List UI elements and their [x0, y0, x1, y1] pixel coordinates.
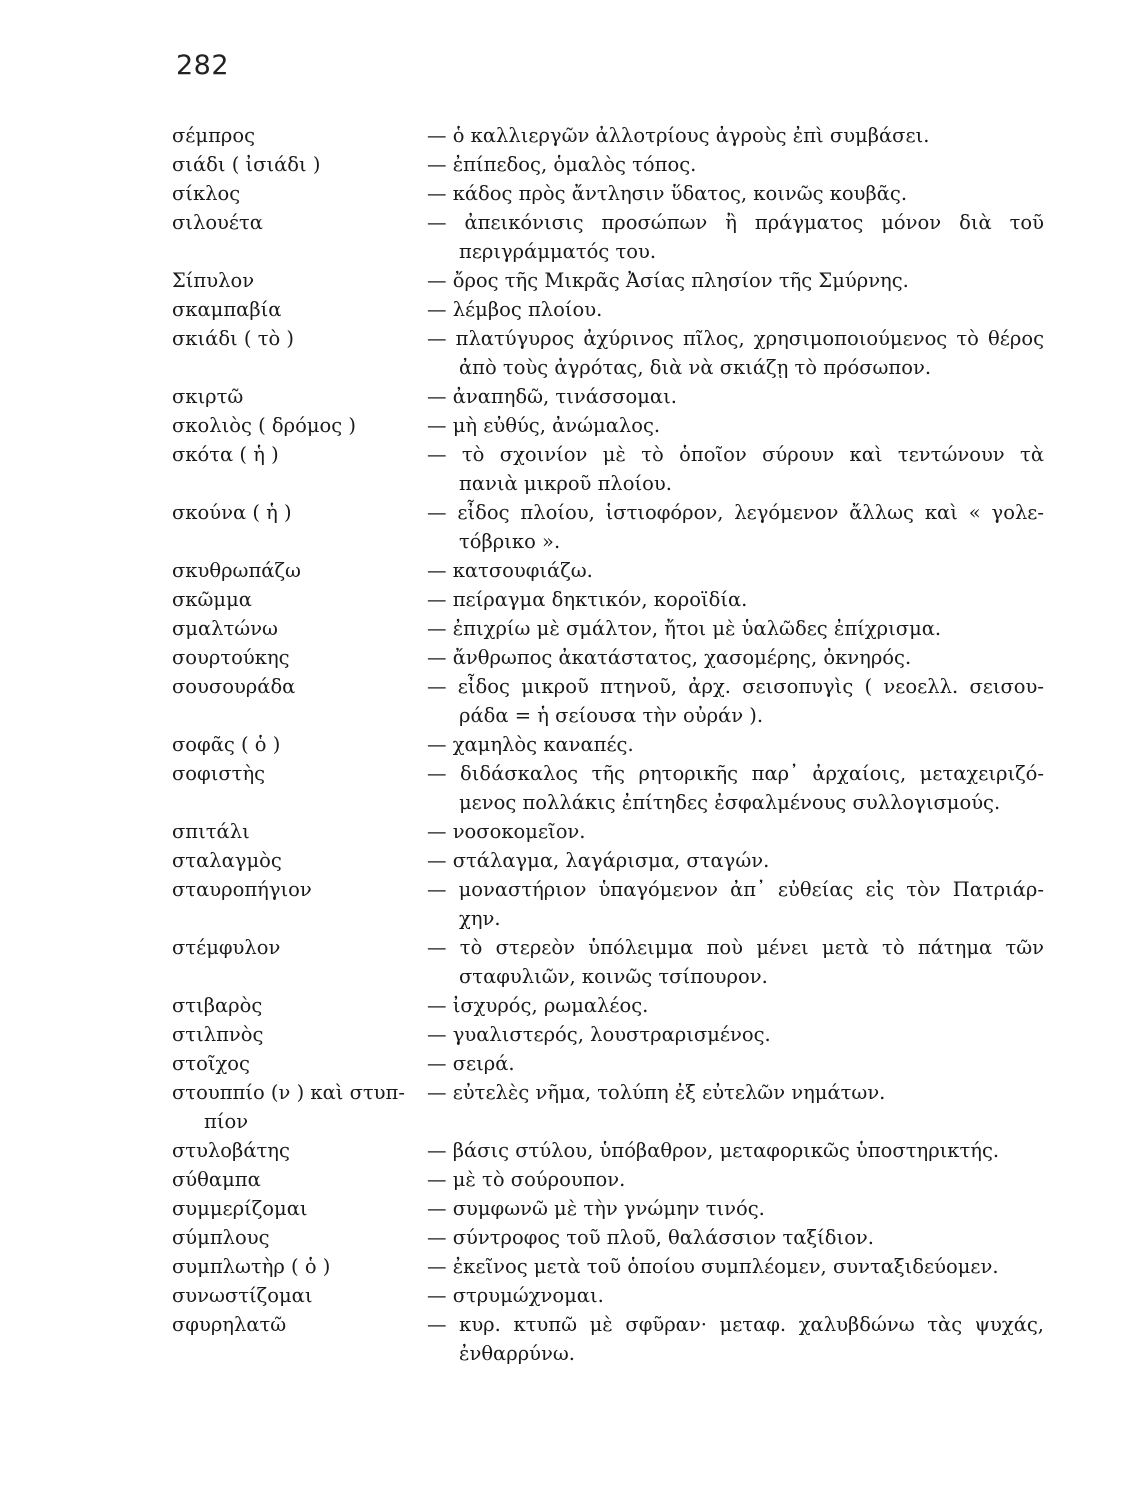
definition-text: — ὁ καλλιεργῶν ἀλλοτρίους ἀγροὺς ἐπὶ συμβάσει.: [427, 124, 930, 147]
entry-term: [172, 382, 427, 411]
entry-term: [172, 498, 427, 527]
entry-term: [172, 817, 427, 846]
entry-term: [172, 672, 427, 701]
definition-text: — σειρά.: [427, 1052, 515, 1075]
page-number: 282: [176, 50, 230, 81]
entry-definition: [427, 672, 1044, 730]
definition-continuation: πανιὰ μικροῦ πλοίου.: [459, 472, 672, 495]
entry-term: [172, 121, 427, 150]
entry-term: [172, 1252, 427, 1281]
definition-text: — ἐκεῖνος μετὰ τοῦ ὁποίου συμπλέομεν, συνταξιδεύομεν.: [427, 1255, 999, 1278]
glossary-entry: [0, 411, 1131, 440]
term-text: σοφᾶς ( ὁ ): [172, 733, 281, 756]
entry-term: [172, 440, 427, 469]
entry-definition: [427, 295, 1044, 324]
glossary-entry: [0, 150, 1131, 179]
glossary-entry: [0, 1165, 1131, 1194]
entry-term: [172, 614, 427, 643]
glossary-entry: [0, 1049, 1131, 1078]
entry-definition: [427, 1223, 1044, 1252]
entry-term: [172, 1078, 427, 1136]
entry-definition: [427, 440, 1044, 498]
definition-text: — στάλαγμα, λαγάρισμα, σταγών.: [427, 849, 770, 872]
glossary-entry: [0, 498, 1131, 556]
term-text: σύθαμπα: [172, 1168, 261, 1191]
entry-definition: [427, 179, 1044, 208]
entry-term: [172, 643, 427, 672]
entry-definition: [427, 846, 1044, 875]
definition-continuation: τόβρικο ».: [459, 530, 561, 553]
definition-text: — κυρ. κτυπῶ μὲ σφῦραν· μεταφ. χαλυβδώνω τὰς ψυχάς,: [427, 1313, 1044, 1336]
definition-text: — διδάσκαλος τῆς ρητορικῆς παρ᾽ ἀρχαίοις, μεταχειριζό-: [427, 762, 1044, 785]
definition-text: — βάσις στύλου, ὑπόβαθρον, μεταφορικῶς ὑποστηρικτής.: [427, 1139, 1000, 1162]
term-text: σουσουράδα: [172, 675, 296, 698]
term-text: σιλουέτα: [172, 211, 263, 234]
entry-definition: [427, 266, 1044, 295]
glossary-entry: [0, 672, 1131, 730]
entry-term: [172, 585, 427, 614]
definition-text: — ἀπεικόνισις προσώπων ἢ πράγματος μόνον διὰ τοῦ: [427, 211, 1044, 234]
glossary-entry: [0, 1194, 1131, 1223]
entry-definition: [427, 614, 1044, 643]
definition-continuation: περιγράμματός του.: [459, 240, 657, 263]
entry-term: [172, 1165, 427, 1194]
entry-definition: [427, 759, 1044, 817]
term-text: στουππίο (ν ) καὶ στυπ-: [172, 1081, 405, 1104]
glossary-entry: [0, 643, 1131, 672]
entry-term: [172, 556, 427, 585]
term-text: σταλαγμὸς: [172, 849, 282, 872]
glossary-entry: [0, 1136, 1131, 1165]
term-text: σκούνα ( ἡ ): [172, 501, 292, 524]
term-text: σκολιὸς ( δρόμος ): [172, 414, 356, 437]
term-text: σιάδι ( ἰσιάδι ): [172, 153, 321, 176]
glossary-entry: [0, 1252, 1131, 1281]
definition-text: — λέμβος πλοίου.: [427, 298, 603, 321]
term-text: σμαλτώνω: [172, 617, 278, 640]
entry-term: [172, 150, 427, 179]
entry-term: [172, 875, 427, 904]
definition-text: — κάδος πρὸς ἄντλησιν ὕδατος, κοινῶς κουβᾶς.: [427, 182, 908, 205]
term-text: σφυρηλατῶ: [172, 1313, 287, 1336]
entry-term: [172, 324, 427, 353]
term-text: στιλπνὸς: [172, 1023, 264, 1046]
term-text: στυλοβάτης: [172, 1139, 290, 1162]
entry-definition: [427, 1194, 1044, 1223]
term-text: σκῶμμα: [172, 588, 252, 611]
definition-continuation: χην.: [459, 907, 501, 930]
entry-definition: [427, 556, 1044, 585]
definition-text: — ἐπίπεδος, ὁμαλὸς τόπος.: [427, 153, 697, 176]
entry-term: [172, 208, 427, 237]
entry-definition: [427, 1020, 1044, 1049]
glossary-entry: [0, 382, 1131, 411]
term-text: σίκλος: [172, 182, 241, 205]
term-text: σέμπρος: [172, 124, 256, 147]
entry-term: [172, 1310, 427, 1339]
term-text: συμπλωτὴρ ( ὁ ): [172, 1255, 331, 1278]
definition-continuation: σταφυλιῶν, κοινῶς τσίπουρον.: [459, 965, 768, 988]
entry-definition: [427, 208, 1044, 266]
definition-text: — μὴ εὐθύς, ἀνώμαλος.: [427, 414, 661, 437]
glossary-entry: [0, 933, 1131, 991]
definition-text: — κατσουφιάζω.: [427, 559, 593, 582]
entry-term: [172, 1223, 427, 1252]
term-text: στοῖχος: [172, 1052, 250, 1075]
glossary-entry: [0, 121, 1131, 150]
glossary-entry: [0, 179, 1131, 208]
definition-text: — στρυμώχνομαι.: [427, 1284, 604, 1307]
glossary-entry: [0, 1078, 1131, 1136]
definition-text: — ἄνθρωπος ἀκατάστατος, χασομέρης, ὀκνηρός.: [427, 646, 912, 669]
glossary-entry: [0, 730, 1131, 759]
entry-definition: [427, 643, 1044, 672]
definition-text: — εἶδος μικροῦ πτηνοῦ, ἀρχ. σεισοπυγὶς ( νεοελλ. σεισου-: [427, 675, 1044, 698]
term-text: σκότα ( ἡ ): [172, 443, 279, 466]
entry-definition: [427, 150, 1044, 179]
definition-text: — ὄρος τῆς Μικρᾶς Ἀσίας πλησίον τῆς Σμύρνης.: [427, 269, 909, 292]
term-continuation: πίον: [204, 1110, 249, 1133]
definition-text: — εὐτελὲς νῆμα, τολύπη ἐξ εὐτελῶν νημάτων.: [427, 1081, 886, 1104]
glossary-entry: [0, 1223, 1131, 1252]
glossary-entry: [0, 875, 1131, 933]
definition-continuation: ράδα = ἡ σείουσα τὴν οὐράν ).: [459, 704, 764, 727]
entry-term: [172, 759, 427, 788]
definition-continuation: ἐνθαρρύνω.: [459, 1342, 575, 1365]
entry-definition: [427, 817, 1044, 846]
entry-definition: [427, 382, 1044, 411]
entry-term: [172, 991, 427, 1020]
definition-text: — ἀναπηδῶ, τινάσσομαι.: [427, 385, 677, 408]
entry-definition: [427, 121, 1044, 150]
definition-text: — τὸ σχοινίον μὲ τὸ ὁποῖον σύρουν καὶ τεντώνουν τὰ: [427, 443, 1044, 466]
glossary-entry: [0, 440, 1131, 498]
definition-text: — μοναστήριον ὑπαγόμενον ἀπ᾽ εὐθείας εἰς τὸν Πατριάρ-: [427, 878, 1044, 901]
glossary-entry: [0, 585, 1131, 614]
entry-definition: [427, 411, 1044, 440]
definition-text: — ἰσχυρός, ρωμαλέος.: [427, 994, 649, 1017]
definition-text: — ἐπιχρίω μὲ σμάλτον, ἤτοι μὲ ὑαλῶδες ἐπίχρισμα.: [427, 617, 942, 640]
entry-definition: [427, 730, 1044, 759]
entry-term: [172, 295, 427, 324]
term-text: σκιρτῶ: [172, 385, 244, 408]
term-text: συνωστίζομαι: [172, 1284, 313, 1307]
entry-definition: [427, 585, 1044, 614]
definition-text: — χαμηλὸς καναπές.: [427, 733, 634, 756]
term-text: συμμερίζομαι: [172, 1197, 308, 1220]
term-text: σκυθρωπάζω: [172, 559, 301, 582]
glossary-entry: [0, 759, 1131, 817]
entry-term: [172, 1281, 427, 1310]
entry-definition: [427, 324, 1044, 382]
term-text: Σίπυλον: [172, 269, 255, 292]
entry-definition: [427, 1049, 1044, 1078]
definition-text: — πείραγμα δηκτικόν, κοροϊδία.: [427, 588, 748, 611]
glossary-entry: [0, 1020, 1131, 1049]
glossary-entry: [0, 1310, 1131, 1368]
entry-term: [172, 846, 427, 875]
glossary-entry: [0, 556, 1131, 585]
term-text: στέμφυλον: [172, 936, 281, 959]
entry-term: [172, 1020, 427, 1049]
term-text: σπιτάλι: [172, 820, 250, 843]
glossary-entry: [0, 846, 1131, 875]
entry-definition: [427, 1310, 1044, 1368]
entry-definition: [427, 1252, 1044, 1281]
entry-term: [172, 1049, 427, 1078]
entry-term: [172, 1194, 427, 1223]
definition-continuation: μενος πολλάκις ἐπίτηδες ἐσφαλμένους συλλογισμούς.: [459, 791, 1001, 814]
term-text: σκαμπαβία: [172, 298, 282, 321]
glossary-entry: [0, 324, 1131, 382]
glossary-entry: [0, 817, 1131, 846]
term-text: σουρτούκης: [172, 646, 290, 669]
term-text: σκιάδι ( τὸ ): [172, 327, 295, 350]
term-text: σύμπλους: [172, 1226, 270, 1249]
definition-continuation: ἀπὸ τοὺς ἀγρότας, διὰ νὰ σκιάζῃ τὸ πρόσωπον.: [459, 356, 932, 379]
glossary-entry: [0, 1281, 1131, 1310]
entry-term: [172, 730, 427, 759]
glossary-entry: [0, 266, 1131, 295]
entry-definition: [427, 1078, 1044, 1107]
glossary-entry: [0, 208, 1131, 266]
entry-term: [172, 1136, 427, 1165]
definition-text: — εἶδος πλοίου, ἱστιοφόρον, λεγόμενον ἄλλως καὶ « γολε-: [427, 501, 1044, 524]
term-text: σοφιστὴς: [172, 762, 266, 785]
entry-definition: [427, 875, 1044, 933]
entry-definition: [427, 1165, 1044, 1194]
entry-definition: [427, 1136, 1044, 1165]
entry-definition: [427, 1281, 1044, 1310]
entry-term: [172, 266, 427, 295]
entry-term: [172, 179, 427, 208]
definition-text: — πλατύγυρος ἀχύρινος πῖλος, χρησιμοποιούμενος τὸ θέρος: [427, 327, 1044, 350]
definition-text: — τὸ στερεὸν ὑπόλειμμα ποὺ μένει μετὰ τὸ πάτημα τῶν: [427, 936, 1044, 959]
entry-definition: [427, 933, 1044, 991]
definition-text: — μὲ τὸ σούρουπον.: [427, 1168, 626, 1191]
glossary-entry: [0, 991, 1131, 1020]
entry-term: [172, 411, 427, 440]
definition-text: — γυαλιστερός, λουστραρισμένος.: [427, 1023, 771, 1046]
definition-text: — συμφωνῶ μὲ τὴν γνώμην τινός.: [427, 1197, 765, 1220]
glossary-entry: [0, 614, 1131, 643]
definition-text: — νοσοκομεῖον.: [427, 820, 586, 843]
glossary-entry: [0, 295, 1131, 324]
entry-term: [172, 933, 427, 962]
definition-text: — σύντροφος τοῦ πλοῦ, θαλάσσιον ταξίδιον.: [427, 1226, 874, 1249]
entry-definition: [427, 991, 1044, 1020]
term-text: σταυροπήγιον: [172, 878, 312, 901]
entry-definition: [427, 498, 1044, 556]
term-text: στιβαρὸς: [172, 994, 263, 1017]
